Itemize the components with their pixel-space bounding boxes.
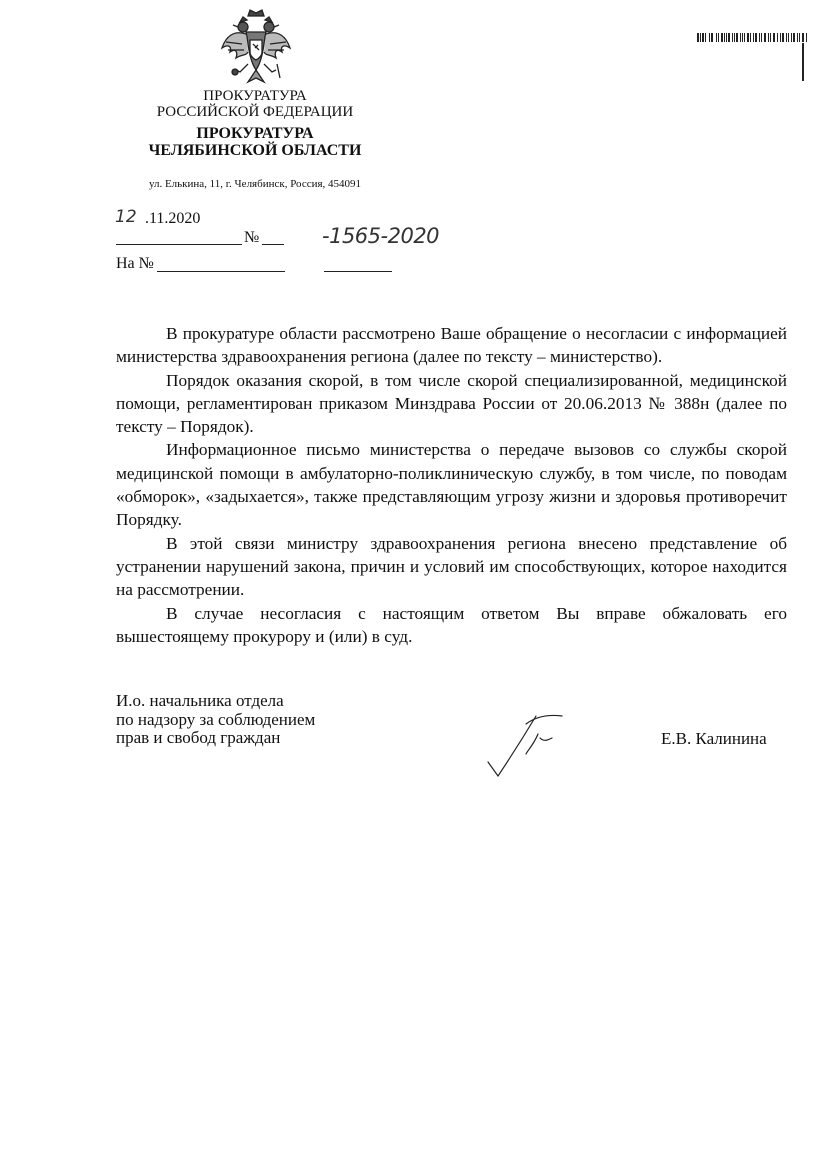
reference-number-underline <box>324 271 392 272</box>
russian-coat-of-arms-icon <box>218 8 294 86</box>
reference-underline <box>157 271 285 272</box>
handwritten-signature-icon <box>482 710 567 782</box>
org-name-line2: РОССИЙСКОЙ ФЕДЕРАЦИИ <box>156 104 354 120</box>
number-label-underline <box>262 244 284 245</box>
body-paragraph: В прокуратуре области рассмотрено Ваше обращение о несогласии с информацией министерства здравоохранения региона (далее по тексту – министерство). <box>116 324 787 367</box>
outgoing-number-handwritten: -1565-2020 <box>322 224 440 248</box>
office-address: ул. Елькина, 11, г. Челябинск, Россия, 454091 <box>148 178 362 190</box>
signer-position-line: прав и свобод граждан <box>116 728 281 747</box>
date-printed: .11.2020 <box>145 210 201 227</box>
regional-office-line2: ЧЕЛЯБИНСКОЙ ОБЛАСТИ <box>148 142 362 159</box>
body-paragraph: В случае несогласия с настоящим ответом Вы вправе обжаловать его вышестоящему прокурору и (или) в суд. <box>116 603 787 646</box>
number-label: № <box>244 229 260 246</box>
barcode-icon <box>697 33 809 81</box>
body-paragraph: Порядок оказания скорой, в том числе скорой специализированной, медицинской помощи, регламентирован приказом Минздрава России от 20.06.2013 № 388н (далее по тексту – Порядок). <box>116 370 787 437</box>
reference-number-label: На № <box>116 255 154 272</box>
body-paragraph: В этой связи министру здравоохранения региона внесено представление об устранении нарушений закона, причин и условий им способствующих, которое находится на рассмотрении. <box>116 533 787 600</box>
signer-position-line: И.о. начальника отдела <box>116 691 284 710</box>
date-underline <box>116 244 242 245</box>
signer-position-line: по надзору за соблюдением <box>116 709 316 729</box>
body-paragraph: Информационное письмо министерства о передаче вызовов со службы скорой медицинской помощи в амбулаторно-поликлиническую службу, в том числе, по поводам «обморок», «задыхается», также представляющим угрозу жизни и здоровья противоречит Порядку. <box>116 440 787 530</box>
date-day-handwritten: 12 <box>115 207 137 227</box>
signer-position <box>116 692 315 748</box>
org-name-line1: ПРОКУРАТУРА <box>203 88 307 104</box>
regional-office-line1: ПРОКУРАТУРА <box>196 125 314 142</box>
letter-body <box>116 322 787 648</box>
signer-name: Е.В. Калинина <box>661 729 767 748</box>
